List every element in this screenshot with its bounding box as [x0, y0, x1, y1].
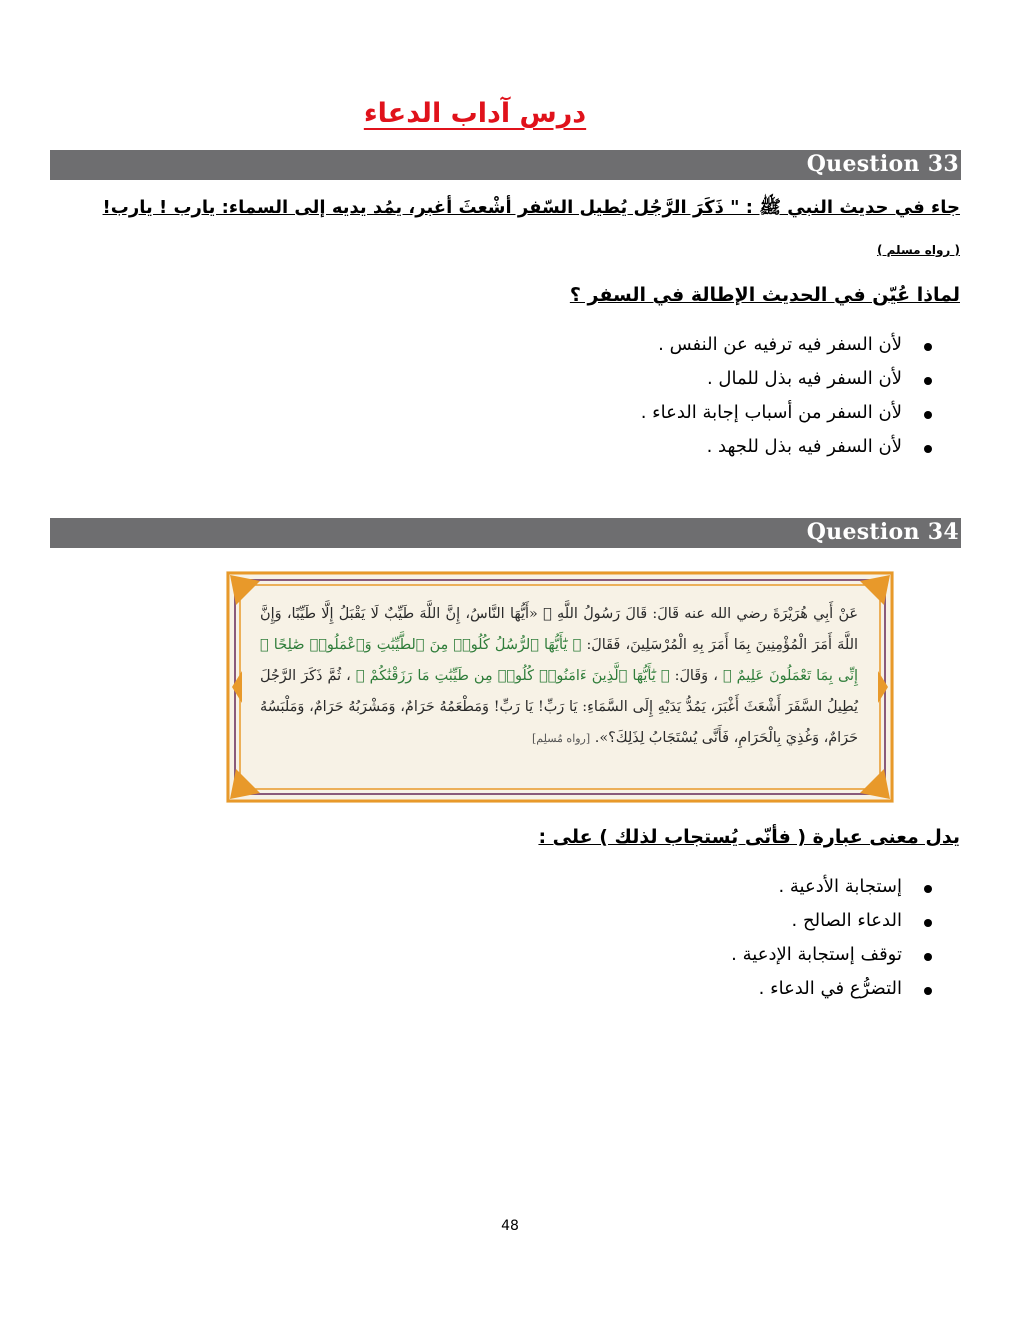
question-34-text: يدل معنى عبارة ( فأنّى يُستجاب لذلك ) على :: [538, 826, 960, 848]
bullet-icon: [924, 377, 932, 385]
bullet-icon: [924, 953, 932, 961]
question-34-header: [50, 518, 961, 548]
option[interactable]: لأن السفر فيه ترفيه عن النفس .: [641, 328, 902, 362]
option[interactable]: لأن السفر من أسباب إجابة الدعاء .: [641, 396, 902, 430]
page-number: 48: [501, 1218, 519, 1234]
question-33-label: Question 33: [806, 151, 959, 177]
option[interactable]: الدعاء الصالح .: [731, 904, 902, 938]
option[interactable]: لأن السفر فيه بذل للجهد .: [641, 430, 902, 464]
frame-source: [رواه مُسلِم]: [531, 732, 591, 745]
question-33-options: [641, 328, 902, 464]
quran-verse: ﴿ يَٰٓأَيُّهَا ٱلرُّسُلُ كُلُوا۟ مِنَ ٱلطَّيِّبَٰتِ وَٱعْمَلُوا۟ صَٰلِحًا ۖ إِنِّى بِمَا تَعْمَلُونَ عَلِيمٌ ﴾: [260, 637, 858, 684]
bullet-icon: [924, 343, 932, 351]
hadith-text: جاء في حديث النبي ﷺ : " ذَكَرَ الرَّجُل يُطيل السّفر أشْعثَ أغبر، يمُد يديه إلى السماء: يارب ! يارب!: [102, 197, 960, 218]
question-34-options: [731, 870, 902, 1006]
option[interactable]: إستجابة الأدعية .: [731, 870, 902, 904]
hadith-frame-text: عَنْ أَبِي هُرَيْرَةَ رضي الله عنه قَالَ: قَالَ رَسُولُ اللَّهِ ﷺ «أَيُّهَا النَّاسُ، إِنَّ اللَّهَ طَيِّبٌ لَا يَقْبَلُ إِلَّا طَيِّبًا، وَإِنَّ اللَّهَ أَمَرَ الْمُؤْمِنِينَ بِمَا أَمَرَ بِهِ الْمُرْسَلِينَ، فَقَالَ: ﴿ يَٰٓأَيُّهَا ٱلرُّسُلُ كُلُوا۟ مِنَ ٱلطَّيِّبَٰتِ وَٱعْمَلُوا۟ صَٰلِحًا ۖ إِنِّى بِمَا تَعْمَلُونَ عَلِيمٌ ﴾ ، وَقَالَ: ﴿ يَٰٓأَيُّهَا ٱلَّذِينَ ءَامَنُوا۟ كُلُوا۟ مِن طَيِّبَٰتِ مَا رَزَقْنَٰكُمْ ﴾ ، ثُمَّ ذَكَرَ الرَّجُلَ يُطِيلُ السَّفَرَ أَشْعَثَ أَغْبَرَ، يَمُدُّ يَدَيْهِ إِلَى السَّمَاءِ: يَا رَبِّ! يَا رَبِّ! وَمَطْعَمُهُ حَرَامٌ، وَمَشْرَبُهُ حَرَامٌ، وَمَلْبَسُهُ حَرَامٌ، وَغُذِيَ بِالْحَرَامِ، فَأَنَّى يُسْتَجَابُ لِذَلِكَ؟». [رواه مُسلِم]: [260, 606, 858, 746]
option[interactable]: توقف إستجابة الإدعية .: [731, 938, 902, 972]
quran-verse: ﴿ يَٰٓأَيُّهَا ٱلَّذِينَ ءَامَنُوا۟ كُلُوا۟ مِن طَيِّبَٰتِ مَا رَزَقْنَٰكُمْ ﴾: [355, 668, 670, 684]
bullet-icon: [924, 445, 932, 453]
bullet-icon: [924, 411, 932, 419]
bullet-icon: [924, 987, 932, 995]
lesson-title: درس آداب الدعاء: [363, 98, 587, 129]
question-33-text: لماذا عُيّن في الحديث الإطالة في السفر ؟: [569, 284, 960, 306]
question-34-label: Question 34: [806, 519, 959, 545]
bullet-icon: [924, 885, 932, 893]
option[interactable]: لأن السفر فيه بذل للمال .: [641, 362, 902, 396]
question-33-header: [50, 150, 961, 180]
hadith-source: ( رواه مسلم ): [876, 243, 960, 257]
bullet-icon: [924, 919, 932, 927]
option[interactable]: التضرُّع في الدعاء .: [731, 972, 902, 1006]
hadith-frame: [226, 571, 894, 803]
